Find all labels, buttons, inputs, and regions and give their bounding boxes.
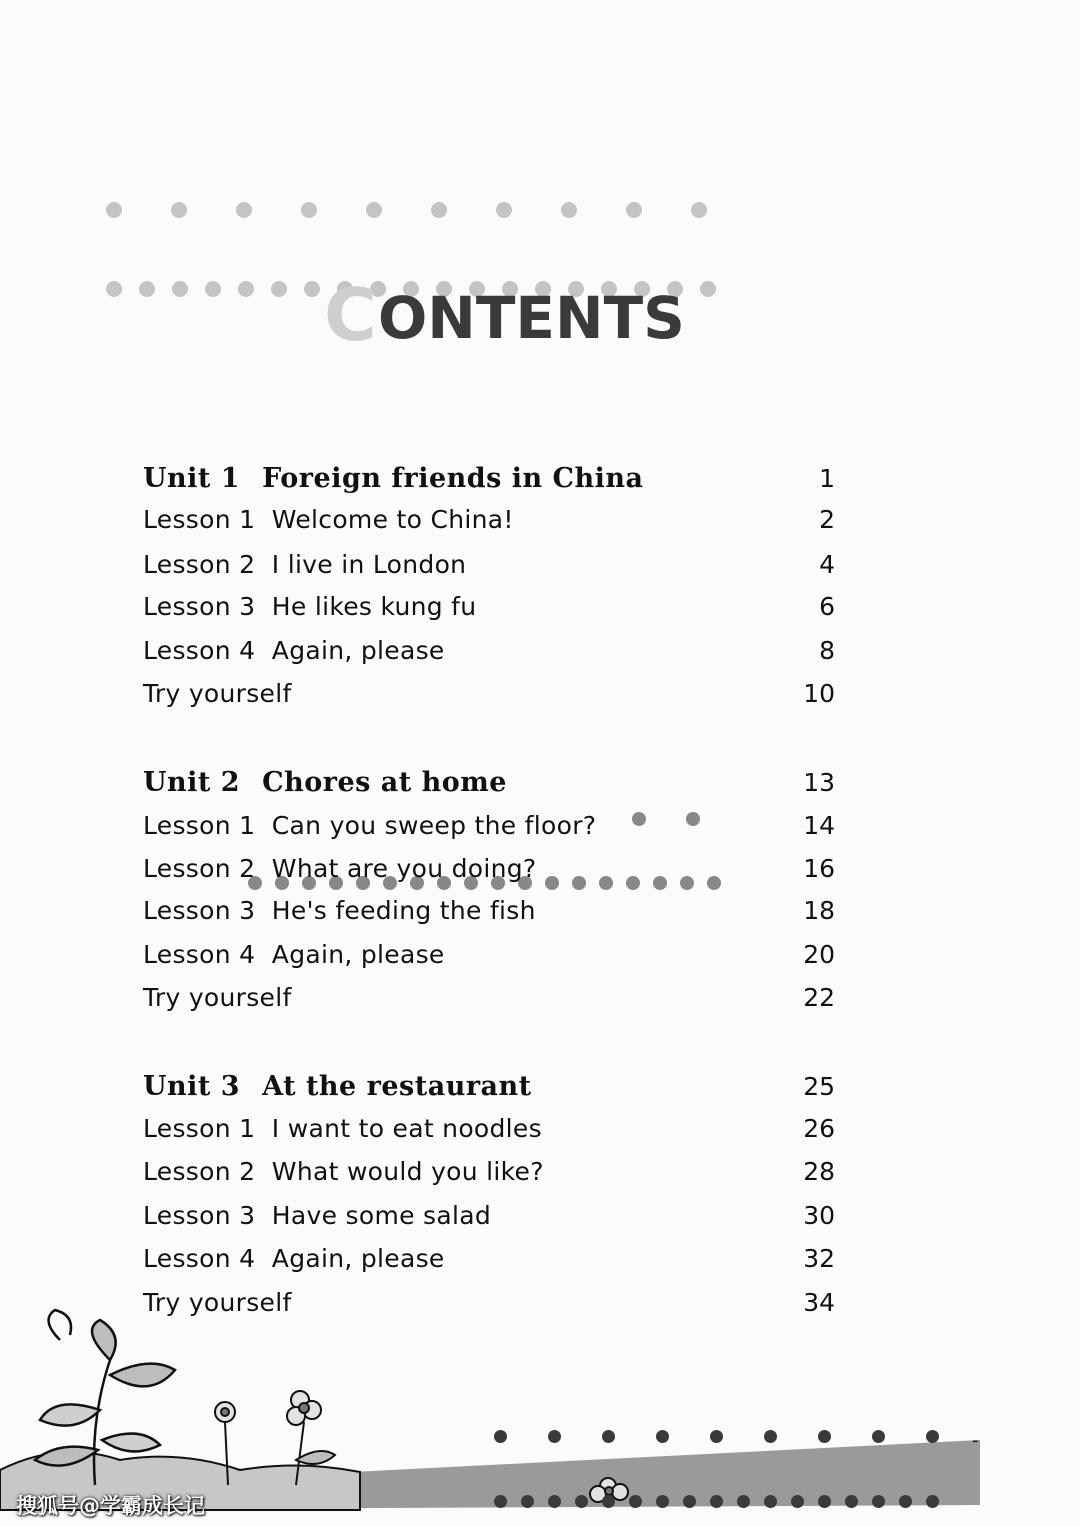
- dot: [691, 202, 707, 218]
- lesson-title: Lesson 3 He likes kung fu: [143, 591, 477, 621]
- lesson-title: Try yourself: [143, 1287, 292, 1317]
- dot: [548, 1495, 561, 1508]
- lesson-entry[interactable]: [143, 499, 843, 539]
- lesson-title: Lesson 3 Have some salad: [143, 1200, 492, 1230]
- dot: [366, 202, 382, 218]
- page-number: 13: [803, 767, 835, 797]
- lesson-entry[interactable]: [143, 1151, 843, 1191]
- dot: [238, 281, 254, 297]
- lesson-entry[interactable]: [143, 934, 843, 974]
- dot: [205, 281, 221, 297]
- lesson-title: Lesson 3 He's feeding the fish: [143, 895, 536, 925]
- page-number: 25: [803, 1071, 835, 1101]
- lesson-entry[interactable]: [143, 1238, 843, 1278]
- dot: [172, 281, 188, 297]
- lesson-entry[interactable]: [143, 977, 843, 1017]
- lesson-title: Lesson 1 I want to eat noodles: [143, 1113, 542, 1143]
- lesson-entry[interactable]: [143, 544, 843, 584]
- unit-heading[interactable]: [143, 458, 843, 498]
- dot: [764, 1430, 777, 1443]
- dot: [899, 1495, 912, 1508]
- dot: [494, 1495, 507, 1508]
- dot: [656, 1495, 669, 1508]
- page-number: 22: [803, 982, 835, 1012]
- lesson-title: Lesson 2 What are you doing?: [143, 853, 537, 883]
- lesson-entry[interactable]: [143, 1108, 843, 1148]
- page-mark: -: [972, 1430, 979, 1451]
- lesson-entry[interactable]: [143, 890, 843, 930]
- page-number: 8: [819, 635, 835, 665]
- dot: [629, 1495, 642, 1508]
- lesson-title: Try yourself: [143, 982, 292, 1012]
- page-number: 30: [803, 1200, 835, 1230]
- dot: [872, 1495, 885, 1508]
- dot: [764, 1495, 777, 1508]
- dot: [494, 1430, 507, 1443]
- page-number: 34: [803, 1287, 835, 1317]
- unit-heading[interactable]: [143, 762, 843, 802]
- dot: [548, 1430, 561, 1443]
- dot: [710, 1430, 723, 1443]
- lesson-entry[interactable]: [143, 586, 843, 626]
- dot: [791, 1495, 804, 1508]
- dot: [683, 1495, 696, 1508]
- dot: [561, 202, 577, 218]
- contents-title-logo: [320, 268, 700, 358]
- lesson-title: Try yourself: [143, 678, 292, 708]
- unit-title: Unit 1 Foreign friends in China: [143, 462, 644, 494]
- title-rest: ONTENTS: [378, 284, 685, 352]
- lesson-title: Lesson 4 Again, please: [143, 1243, 445, 1273]
- watermark: 搜狐号@学霸成长记: [16, 1494, 205, 1518]
- page-number: 1: [819, 463, 835, 493]
- lesson-title: Lesson 4 Again, please: [143, 939, 445, 969]
- page-number: 32: [803, 1243, 835, 1273]
- dot: [818, 1430, 831, 1443]
- dot: [139, 281, 155, 297]
- dot: [626, 202, 642, 218]
- dot: [106, 281, 122, 297]
- dot: [496, 202, 512, 218]
- lesson-title: Lesson 2 What would you like?: [143, 1156, 544, 1186]
- dot: [926, 1495, 939, 1508]
- page-number: 18: [803, 895, 835, 925]
- title-letter-c: C: [324, 273, 377, 357]
- page-number: 6: [819, 591, 835, 621]
- lesson-title: Lesson 2 I live in London: [143, 549, 467, 579]
- page-number: 14: [803, 810, 835, 840]
- lesson-entry[interactable]: [143, 673, 843, 713]
- dot: [602, 1495, 615, 1508]
- dot: [656, 1430, 669, 1443]
- unit-title: Unit 2 Chores at home: [143, 766, 507, 798]
- lesson-title: Lesson 4 Again, please: [143, 635, 445, 665]
- page-number: 16: [803, 853, 835, 883]
- dot-row-bottom-lower: [494, 1495, 939, 1508]
- dot: [700, 281, 716, 297]
- unit-heading[interactable]: [143, 1066, 843, 1106]
- lesson-title: Lesson 1 Can you sweep the floor?: [143, 810, 597, 840]
- page-number: 4: [819, 549, 835, 579]
- dot: [818, 1495, 831, 1508]
- dot: [106, 202, 122, 218]
- dot: [710, 1495, 723, 1508]
- dot: [872, 1430, 885, 1443]
- dot: [926, 1430, 939, 1443]
- dot: [575, 1495, 588, 1508]
- lesson-entry[interactable]: [143, 630, 843, 670]
- unit-title: Unit 3 At the restaurant: [143, 1070, 532, 1102]
- dot: [271, 281, 287, 297]
- page-number: 28: [803, 1156, 835, 1186]
- dot: [171, 202, 187, 218]
- dot: [737, 1495, 750, 1508]
- dot: [301, 202, 317, 218]
- dot-row-bottom-upper: [494, 1430, 939, 1443]
- page-number: 2: [819, 504, 835, 534]
- dot-row-top: [106, 202, 707, 218]
- page-number: 20: [803, 939, 835, 969]
- dot: [304, 281, 320, 297]
- dot: [236, 202, 252, 218]
- lesson-entry[interactable]: [143, 848, 843, 888]
- dot: [521, 1495, 534, 1508]
- dot: [602, 1430, 615, 1443]
- lesson-entry[interactable]: [143, 1195, 843, 1235]
- lesson-entry[interactable]: [143, 805, 843, 845]
- dot: [431, 202, 447, 218]
- dot: [845, 1495, 858, 1508]
- page-number: 10: [803, 678, 835, 708]
- lesson-title: Lesson 1 Welcome to China!: [143, 504, 514, 534]
- page-number: 26: [803, 1113, 835, 1143]
